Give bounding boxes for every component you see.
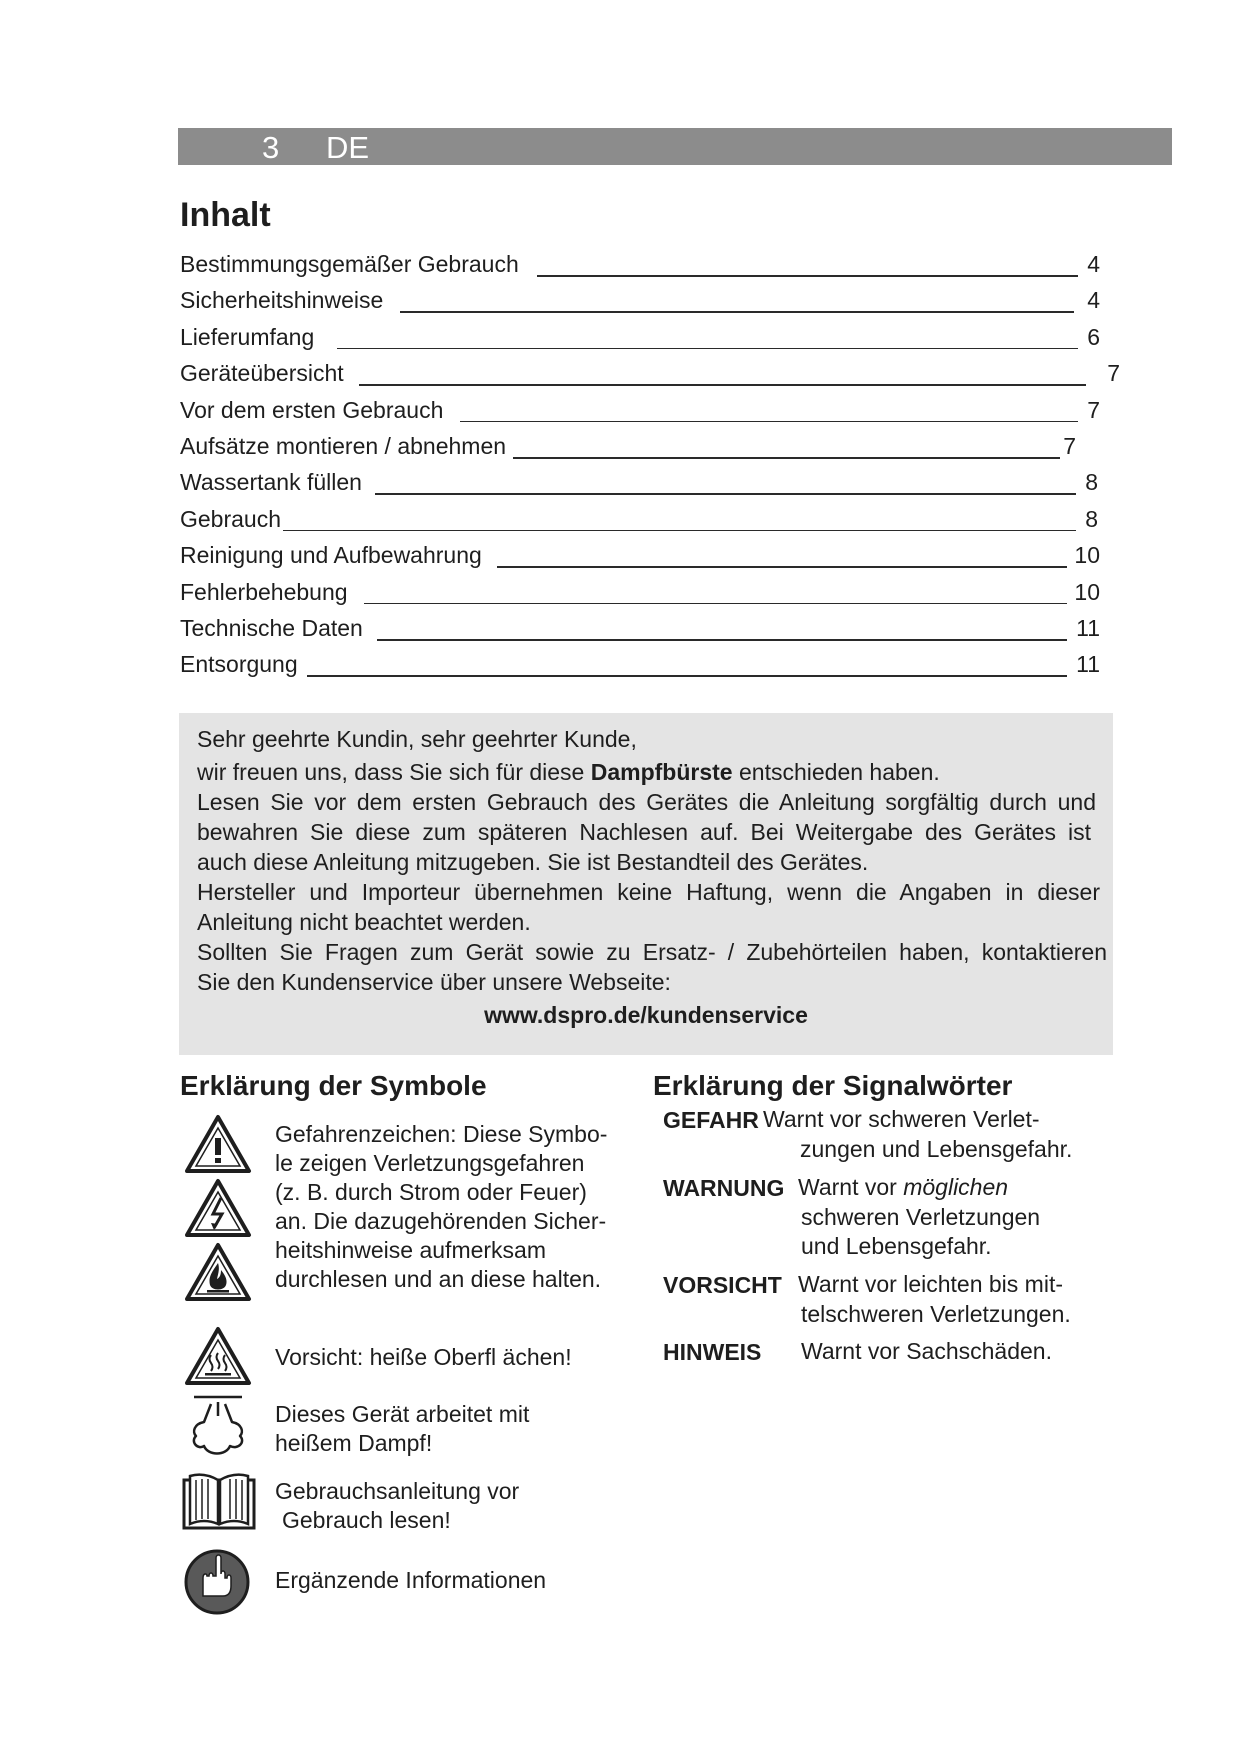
toc-entry-title: Reinigung und Aufbewahrung	[180, 542, 482, 569]
toc-leader-line	[307, 675, 1067, 677]
toc-leader-line	[400, 311, 1074, 313]
description-line: Dieses Gerät arbeitet mit	[275, 1401, 530, 1427]
toc-entry-page: 10	[1074, 542, 1100, 569]
toc-entry-page: 4	[1087, 287, 1100, 314]
customer-greeting-box	[179, 713, 1113, 1055]
vorsicht-description	[798, 1270, 1071, 1329]
toc-leader-line	[337, 348, 1078, 350]
description-text: Warnt vor	[798, 1174, 897, 1200]
steam-description	[275, 1400, 529, 1458]
toc-entry-page: 4	[1087, 251, 1100, 277]
toc-entry[interactable]	[180, 537, 1100, 573]
description-line: Gebrauch lesen!	[282, 1507, 451, 1533]
emphasized-text: möglichen	[903, 1174, 1009, 1200]
toc-leader-line	[537, 275, 1078, 277]
description-line: heißem Dampf!	[275, 1430, 433, 1456]
toc-entry-title: Lieferumfang	[180, 323, 315, 350]
greeting-line: auch diese Anleitung mitzugeben. Sie ist Bestandteil des Gerätes.	[197, 849, 869, 875]
toc-entry-title: Vor dem ersten Gebrauch	[180, 396, 444, 423]
hot-steam-icon	[186, 1394, 250, 1458]
toc-entry-title: Sicherheitshinweise	[180, 287, 384, 314]
toc-leader-line	[377, 639, 1067, 641]
toc-leader-line	[359, 384, 1086, 386]
toc-entry-page: 6	[1087, 323, 1100, 350]
general-warning-icon	[183, 1113, 253, 1175]
toc-entry-title: Gebrauch	[180, 505, 282, 532]
greeting-line: Sollten Sie Fragen zum Gerät sowie zu Ersatz- / Zubehörteilen haben, kontaktieren	[197, 939, 1107, 965]
hot-surface-warning-icon	[183, 1325, 253, 1387]
greeting-line: Hersteller und Importeur übernehmen keine Haftung, wenn die Angaben in dieser	[197, 879, 1100, 905]
toc-entry-page: 7	[1063, 432, 1076, 459]
description-line: (z. B. durch Strom oder Feuer)	[275, 1179, 587, 1205]
gefahr-description	[763, 1105, 1072, 1164]
toc-entry-page: 8	[1085, 469, 1098, 496]
signal-word-vorsicht: VORSICHT	[663, 1272, 782, 1298]
hinweis-description: Warnt vor Sachschäden.	[801, 1338, 1052, 1364]
hot-surface-description: Vorsicht: heiße Oberfl ächen!	[275, 1344, 572, 1370]
description-line	[798, 1173, 1040, 1203]
description-line: schweren Verletzungen	[801, 1203, 1041, 1230]
electric-shock-warning-icon	[183, 1177, 253, 1239]
toc-entry[interactable]	[180, 646, 1100, 682]
toc-entry-page: 8	[1085, 505, 1098, 532]
description-line: durchlesen und an diese halten.	[275, 1266, 602, 1292]
toc-entry[interactable]	[180, 392, 1100, 428]
greeting-line: Anleitung nicht beachtet werden.	[197, 909, 531, 935]
toc-entry[interactable]	[180, 319, 1100, 355]
toc-entry[interactable]	[180, 574, 1100, 610]
greeting-text: wir freuen uns, dass Sie sich für diese	[197, 759, 585, 785]
toc-leader-line	[513, 457, 1060, 459]
page-number: 3	[262, 130, 280, 165]
fire-warning-icon	[183, 1241, 253, 1303]
toc-entry-title: Aufsätze montieren / abnehmen	[180, 432, 507, 459]
description-line: heitshinweise aufmerksam	[275, 1237, 547, 1263]
toc-entry[interactable]	[180, 428, 1100, 464]
page-header-bar	[178, 128, 1172, 165]
toc-entry-title: Geräteübersicht	[180, 360, 344, 387]
toc-entry-title: Fehlerbehebung	[180, 578, 348, 605]
toc-entry[interactable]	[180, 464, 1100, 500]
toc-entry-page: 11	[1076, 614, 1100, 641]
additional-info-description: Ergänzende Informationen	[275, 1567, 547, 1593]
toc-entry[interactable]	[180, 610, 1100, 646]
support-url-link[interactable]: www.dspro.de/kundenservice	[484, 1002, 808, 1028]
greeting-line: Lesen Sie vor dem ersten Gebrauch des Gerätes die Anleitung sorgfältig durch und	[197, 789, 1096, 815]
toc-entry[interactable]	[180, 355, 1120, 391]
description-line: an. Die dazugehörenden Sicher-	[275, 1208, 607, 1234]
toc-entry-title: Bestimmungsgemäßer Gebrauch	[180, 251, 519, 277]
toc-entry-page: 11	[1076, 651, 1100, 678]
toc-entry-title: Wassertank füllen	[180, 469, 362, 496]
description-line: Warnt vor schweren Verlet-	[763, 1106, 1040, 1132]
greeting-line: bewahren Sie diese zum späteren Nachlesen auf. Bei Weitergabe des Gerätes ist	[197, 819, 1091, 845]
toc-entry[interactable]	[180, 282, 1100, 318]
toc-title: Inhalt	[180, 196, 271, 234]
toc-leader-line	[497, 566, 1067, 568]
toc-entry[interactable]	[180, 246, 1100, 282]
description-line: Gefahrenzeichen: Diese Symbo-	[275, 1121, 608, 1147]
warning-symbols-description	[275, 1120, 607, 1294]
greeting-salutation: Sehr geehrte Kundin, sehr geehrter Kunde,	[197, 726, 637, 752]
symbols-title: Erklärung der Symbole	[180, 1070, 487, 1101]
manual-description	[275, 1477, 519, 1535]
toc-leader-line	[375, 493, 1076, 495]
signal-word-warnung: WARNUNG	[663, 1175, 785, 1201]
warnung-description	[798, 1173, 1040, 1262]
toc-entry-page: 10	[1074, 578, 1100, 605]
toc-entry-page: 7	[1107, 360, 1120, 387]
signal-word-gefahr: GEFAHR	[663, 1107, 759, 1133]
greeting-text: entschieden haben.	[739, 759, 940, 785]
toc-leader-line	[283, 530, 1076, 532]
description-line: Warnt vor leichten bis mit-	[798, 1271, 1063, 1297]
toc-entry[interactable]	[180, 501, 1100, 537]
description-line: Gebrauchsanleitung vor	[275, 1478, 520, 1504]
signal-word-hinweis: HINWEIS	[663, 1339, 762, 1365]
description-line: zungen und Lebensgefahr.	[800, 1135, 1073, 1162]
toc-entry-page: 7	[1087, 396, 1100, 423]
toc-entry-title: Entsorgung	[180, 651, 298, 678]
product-name: Dampfbürste	[590, 759, 733, 785]
pointing-hand-info-icon	[183, 1548, 251, 1616]
read-manual-icon	[182, 1470, 256, 1532]
description-line: le zeigen Verletzungsgefahren	[275, 1150, 585, 1176]
language-code: DE	[326, 130, 370, 165]
toc-leader-line	[460, 421, 1078, 423]
signal-words-title: Erklärung der Signalwörter	[653, 1070, 1013, 1101]
toc-list	[180, 246, 1120, 683]
greeting-line: Sie den Kundenservice über unsere Webseite:	[197, 969, 671, 995]
description-line: und Lebensgefahr.	[801, 1233, 992, 1259]
toc-entry-title: Technische Daten	[180, 614, 363, 641]
greeting-product-line	[197, 759, 940, 786]
toc-leader-line	[364, 603, 1067, 605]
description-line: telschweren Verletzungen.	[801, 1300, 1071, 1327]
